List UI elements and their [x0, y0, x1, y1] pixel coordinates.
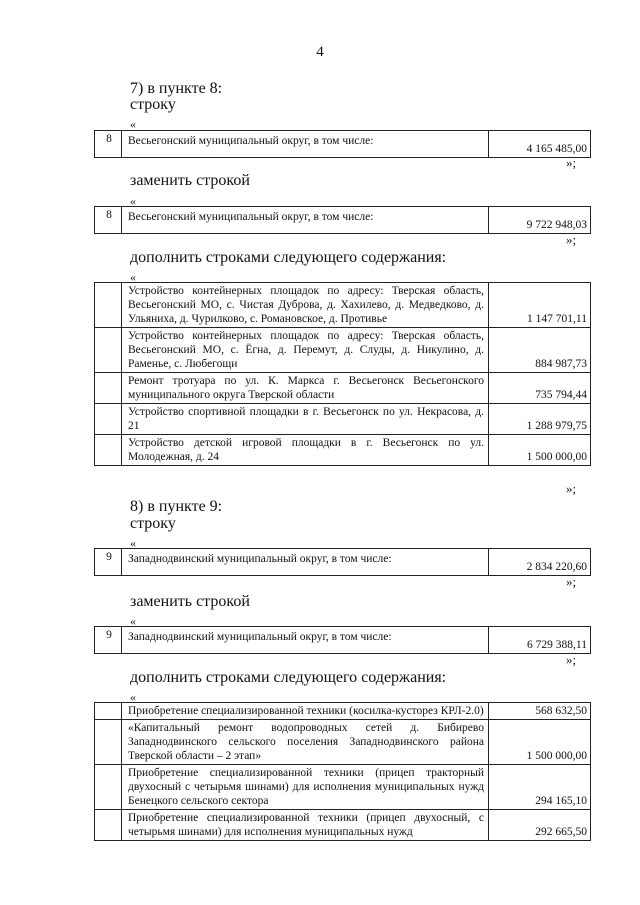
- section-7-row-word: строку: [130, 96, 176, 113]
- table-row: [95, 810, 591, 841]
- row-value: 1 288 979,75: [489, 404, 591, 435]
- open-quote: «: [130, 270, 136, 284]
- open-quote: «: [130, 194, 136, 208]
- open-quote: «: [130, 690, 136, 704]
- section-8-row-word: строку: [130, 515, 176, 532]
- table-row: [95, 373, 591, 404]
- table-row: [95, 131, 591, 158]
- section-8-old-row-table: [94, 548, 591, 576]
- table-row: [95, 404, 591, 435]
- row-number-empty: [95, 404, 122, 435]
- row-value: 6 729 388,11: [489, 627, 591, 654]
- section-8-added-rows-table: [94, 702, 591, 841]
- row-number-empty: [95, 703, 122, 720]
- row-name: Западнодвинский муниципальный округ, в том числе:: [122, 549, 489, 576]
- row-value: 735 794,44: [489, 373, 591, 404]
- section-8-new-row-table: [94, 626, 591, 654]
- row-number-empty: [95, 373, 122, 404]
- section-8-replace-word: заменить строкой: [130, 593, 250, 610]
- row-value: 2 834 220,60: [489, 549, 591, 576]
- table-row: [95, 627, 591, 654]
- row-name: «Капитальный ремонт водопроводных сетей д. Бибирево Западнодвинского сельского поселения Западнодвинского района Тверской области – 2 этап»: [122, 720, 489, 765]
- row-value: 884 987,73: [489, 328, 591, 373]
- row-value: 1 500 000,00: [489, 435, 591, 466]
- table-row: [95, 549, 591, 576]
- table-row: [95, 765, 591, 810]
- row-name: Устройство детской игровой площадки в г. Весьегонск по ул. Молодежная, д. 24: [122, 435, 489, 466]
- row-number: 9: [95, 627, 122, 654]
- table-row: [95, 435, 591, 466]
- row-number: 8: [95, 131, 122, 158]
- row-name: Ремонт тротуара по ул. К. Маркса г. Весьегонск Весьегонского муниципального округа Тверской области: [122, 373, 489, 404]
- row-value: 1 147 701,11: [489, 283, 591, 328]
- table-row: [95, 328, 591, 373]
- row-number-empty: [95, 283, 122, 328]
- row-name: Приобретение специализированной техники (прицеп двухосный, с четырьмя шинами) для исполнения муниципальных нужд: [122, 810, 489, 841]
- open-quote: «: [130, 614, 136, 628]
- row-value: 9 722 948,03: [489, 207, 591, 234]
- table-row: [95, 207, 591, 234]
- section-7-new-row-table: [94, 206, 591, 234]
- row-number-empty: [95, 435, 122, 466]
- row-name: Приобретение специализированной техники (косилка-кусторез КРЛ-2.0): [122, 703, 489, 720]
- row-name: Устройство контейнерных площадок по адресу: Тверская область, Весьегонский МО, с. Ёгна, д. Перемут, д. Слуды, д. Никулино, д. Раменье, с. Любегощи: [122, 328, 489, 373]
- table-row: [95, 283, 591, 328]
- row-value: 4 165 485,00: [489, 131, 591, 158]
- row-number-empty: [95, 720, 122, 765]
- row-number: 9: [95, 549, 122, 576]
- section-7-old-row-table: [94, 130, 591, 158]
- section-8-heading: 8) в пункте 9:: [130, 498, 223, 515]
- row-value: 292 665,50: [489, 810, 591, 841]
- close-quote: »;: [566, 481, 577, 496]
- close-quote: »;: [566, 652, 577, 667]
- open-quote: «: [130, 117, 136, 131]
- close-quote: »;: [566, 155, 577, 170]
- section-7-replace-word: заменить строкой: [130, 172, 250, 189]
- row-name: Устройство контейнерных площадок по адресу: Тверская область, Весьегонский МО, с. Чистая Дуброва, д. Хахилево, д. Медведково, д. Ульяниха, д. Чурилково, с. Романовское, д. Противье: [122, 283, 489, 328]
- row-value: 568 632,50: [489, 703, 591, 720]
- row-name: Устройство спортивной площадки в г. Весьегонск по ул. Некрасова, д. 21: [122, 404, 489, 435]
- section-7-heading: 7) в пункте 8:: [130, 80, 223, 97]
- page-number: 4: [316, 44, 324, 60]
- row-name: Весьегонский муниципальный округ, в том числе:: [122, 207, 489, 234]
- table-row: [95, 720, 591, 765]
- close-quote: »;: [566, 574, 577, 589]
- table-row: [95, 703, 591, 720]
- close-quote: »;: [566, 232, 577, 247]
- row-name: Весьегонский муниципальный округ, в том числе:: [122, 131, 489, 158]
- row-number-empty: [95, 765, 122, 810]
- open-quote: «: [130, 536, 136, 550]
- section-8-add-heading: дополнить строками следующего содержания:: [130, 669, 447, 686]
- row-number: 8: [95, 207, 122, 234]
- row-name: Приобретение специализированной техники (прицеп тракторный двухосный с четырьмя шинами) для исполнения муниципальных нужд Бенецкого сельского сектора: [122, 765, 489, 810]
- row-value: 294 165,10: [489, 765, 591, 810]
- section-7-added-rows-table: [94, 282, 591, 466]
- row-name: Западнодвинский муниципальный округ, в том числе:: [122, 627, 489, 654]
- row-number-empty: [95, 810, 122, 841]
- row-number-empty: [95, 328, 122, 373]
- row-value: 1 500 000,00: [489, 720, 591, 765]
- section-7-add-heading: дополнить строками следующего содержания:: [130, 249, 447, 266]
